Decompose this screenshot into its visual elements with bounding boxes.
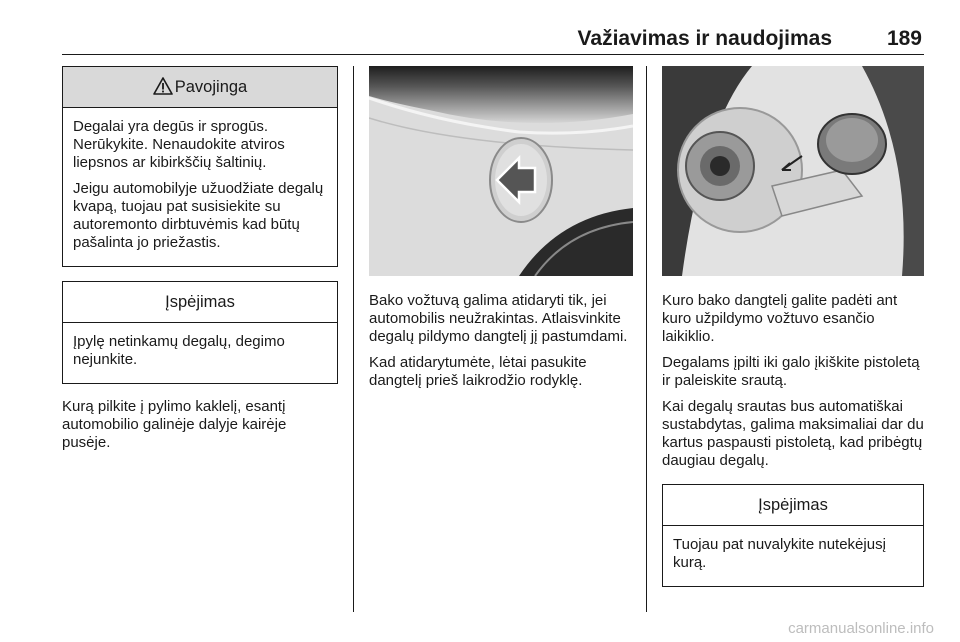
caution-box-title: Įspėjimas [758,496,828,514]
page-header [62,24,924,55]
body-paragraph: Kad atidarytumėte, lėtai pasukite dangtelį prieš laikrodžio rodyklę. [369,354,587,389]
page-title: Važiavimas ir naudojimas [577,27,832,50]
fuel-cap-holder-illustration [662,66,924,276]
caution-box-header [63,282,337,323]
caution-box-body [663,526,923,586]
caution-box-header [663,485,923,526]
danger-box [62,66,338,267]
danger-paragraph: Degalai yra degūs ir sprogūs. Nerūkykite. Nenaudokite atviros liepsnos ar kibirkščių šaltinių. [73,118,285,171]
column-divider [646,66,647,612]
caution-box-body [63,323,337,383]
body-paragraph: Bako vožtuvą galima atidaryti tik, jei automobilis neužrakintas. Atlaisvinkite degalų pildymo dangtelį jį pastumdami. [369,292,628,345]
danger-box-header [63,67,337,108]
column-1 [62,66,338,460]
column-divider [353,66,354,612]
caution-paragraph: Įpylę netinkamų degalų, degimo nejunkite. [73,333,285,368]
caution-box [662,484,924,587]
caution-box [62,281,338,384]
column-3 [662,66,924,587]
danger-box-body [63,108,337,266]
page-number: 189 [886,27,922,50]
body-paragraph: Degalams įpilti iki galo įkiškite pistoletą ir paleiskite srautą. [662,354,920,389]
danger-paragraph: Jeigu automobilyje užuodžiate degalų kvapą, tuojau pat susisiekite su autoremonto dirbtuvėmis kad būtų pašalinta jo priežastis. [73,180,324,251]
danger-box-title: Pavojinga [174,78,248,96]
fuel-filler-door-illustration [369,66,633,276]
column-2 [369,66,633,398]
caution-paragraph: Tuojau pat nuvalykite nutekėjusį kurą. [673,536,886,571]
body-paragraph: Kuro bako dangtelį galite padėti ant kuro užpildymo vožtuvo esančio laikiklio. [662,292,898,345]
watermark: carmanualsonline.info [788,620,934,637]
caution-box-title: Įspėjimas [165,293,235,311]
body-paragraph: Kai degalų srautas bus automatiškai sustabdytas, galima maksimaliai dar du kartus paspausti pistoletą, kad pribėgtų daugiau degalų. [662,398,924,469]
warning-triangle-icon [153,70,173,110]
body-paragraph: Kurą pilkite į pylimo kaklelį, esantį automobilio galinėje dalyje kairėje pusėje. [62,398,287,451]
